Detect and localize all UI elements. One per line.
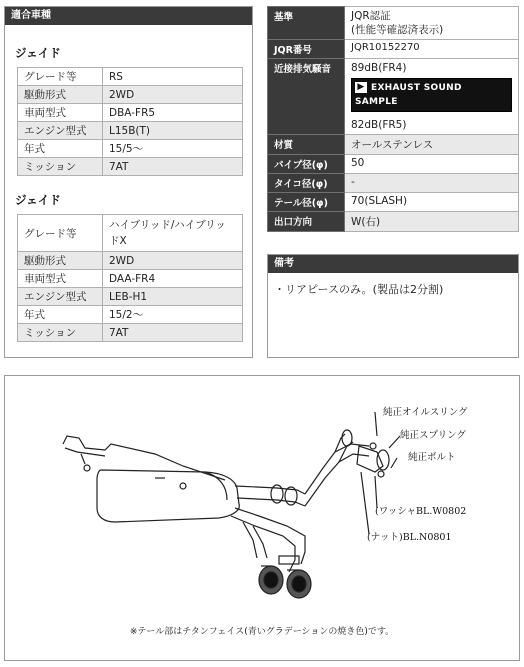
notes-text: ・リアピースのみ。(製品は2分割): [274, 283, 444, 296]
table-row: [18, 104, 243, 122]
row-label: ミッション: [18, 324, 103, 342]
compat-panel: [4, 6, 253, 358]
jqr-value: JQR10152270: [345, 40, 519, 59]
row-label: 年式: [18, 140, 103, 158]
standard-value-line-1: JQR認証: [351, 10, 391, 22]
row-label: ミッション: [18, 158, 103, 176]
standard-value-line-2: (性能等確認済表示): [351, 24, 444, 36]
row-value: 15/2～: [103, 306, 243, 324]
table-row: [18, 270, 243, 288]
car-name: ジェイド: [15, 193, 61, 207]
row-value: LEB-H1: [103, 288, 243, 306]
table-row: [268, 40, 519, 59]
row-label: 車両型式: [18, 270, 103, 288]
tail-value: 70(SLASH): [345, 193, 519, 212]
row-label: グレード等: [18, 68, 103, 86]
table-row: [18, 252, 243, 270]
noise-value: [345, 59, 519, 135]
row-value: DAA-FR4: [103, 270, 243, 288]
noise-value-fr4: 89dB(FR4): [351, 62, 407, 74]
row-label: 年式: [18, 306, 103, 324]
row-value: L15B(T): [103, 122, 243, 140]
spec-table: [17, 214, 243, 342]
car-block-2: [5, 192, 252, 342]
exit-value: W(右): [345, 212, 519, 232]
row-label: 駆動形式: [18, 86, 103, 104]
diagram-footnote: ※テール部はチタンフェイス(青いグラデーションの焼き色)です。: [129, 627, 395, 637]
row-value: 15/5～: [103, 140, 243, 158]
spec-panel: [267, 6, 519, 232]
row-value: 7AT: [103, 324, 243, 342]
standard-label: 基準: [268, 7, 345, 40]
tail-label: テール径(φ): [268, 193, 345, 212]
label-spring: 純正スプリング: [400, 430, 466, 441]
table-row: [268, 174, 519, 193]
table-row: [18, 324, 243, 342]
row-value: 7AT: [103, 158, 243, 176]
label-washer: (ワッシャBL.W0802: [375, 506, 467, 517]
row-label: グレード等: [18, 215, 103, 252]
table-row: [268, 193, 519, 212]
table-row: [18, 86, 243, 104]
table-row: [18, 158, 243, 176]
inlet-pipe: [235, 486, 305, 494]
material-value: オールステンレス: [345, 135, 519, 155]
row-value: DBA-FR5: [103, 104, 243, 122]
table-row: [18, 140, 243, 158]
row-label: エンジン型式: [18, 288, 103, 306]
noise-value-fr5: 82dB(FR5): [351, 119, 407, 131]
row-value: 2WD: [103, 86, 243, 104]
table-row: [18, 215, 243, 252]
car-name: ジェイド: [15, 46, 61, 60]
label-nut: (ナット)BL.N0801: [367, 532, 452, 543]
table-row: [18, 68, 243, 86]
table-row: [18, 306, 243, 324]
row-label: 駆動形式: [18, 252, 103, 270]
row-label: エンジン型式: [18, 122, 103, 140]
diagram-panel: [4, 375, 520, 661]
compat-header: 適合車種: [5, 7, 252, 25]
leader-line-spring: [389, 436, 400, 448]
leader-line-nut: [361, 472, 369, 534]
notes-header: 備考: [268, 255, 518, 273]
exit-label: 出口方向: [268, 212, 345, 232]
leader-line-oil-ring: [375, 412, 377, 436]
row-value: RS: [103, 68, 243, 86]
row-label: 車両型式: [18, 104, 103, 122]
row-value: ハイブリッド/ハイブリッドX: [103, 215, 243, 252]
standard-value: [345, 7, 519, 40]
table-row: [268, 212, 519, 232]
taiko-value: -: [345, 174, 519, 193]
spec-table: [17, 67, 243, 176]
row-value: 2WD: [103, 252, 243, 270]
material-label: 材質: [268, 135, 345, 155]
noise-label: 近接排気騒音: [268, 59, 345, 135]
jqr-label: JQR番号: [268, 40, 345, 59]
table-row: [18, 288, 243, 306]
sound-button-label: EXHAUST SOUND SAMPLE: [355, 83, 462, 107]
notes-panel: [267, 254, 519, 358]
table-row: [268, 59, 519, 135]
product-spec-table: [267, 6, 519, 232]
table-row: [268, 155, 519, 174]
leader-line-bolt: [391, 458, 397, 468]
pipe-value: 50: [345, 155, 519, 174]
exhaust-diagram: [5, 376, 519, 660]
hanger-bracket: [63, 436, 225, 480]
label-oil-ring: 純正オイルスリング: [383, 407, 468, 418]
taiko-label: タイコ径(φ): [268, 174, 345, 193]
table-row: [18, 122, 243, 140]
table-row: [268, 135, 519, 155]
table-row: [268, 7, 519, 40]
speaker-icon: ▶: [355, 82, 367, 93]
pipe-label: パイプ径(φ): [268, 155, 345, 174]
label-bolt: 純正ボルト: [408, 452, 456, 463]
car-block-1: [5, 45, 252, 176]
exhaust-sound-sample-button[interactable]: [351, 78, 512, 112]
